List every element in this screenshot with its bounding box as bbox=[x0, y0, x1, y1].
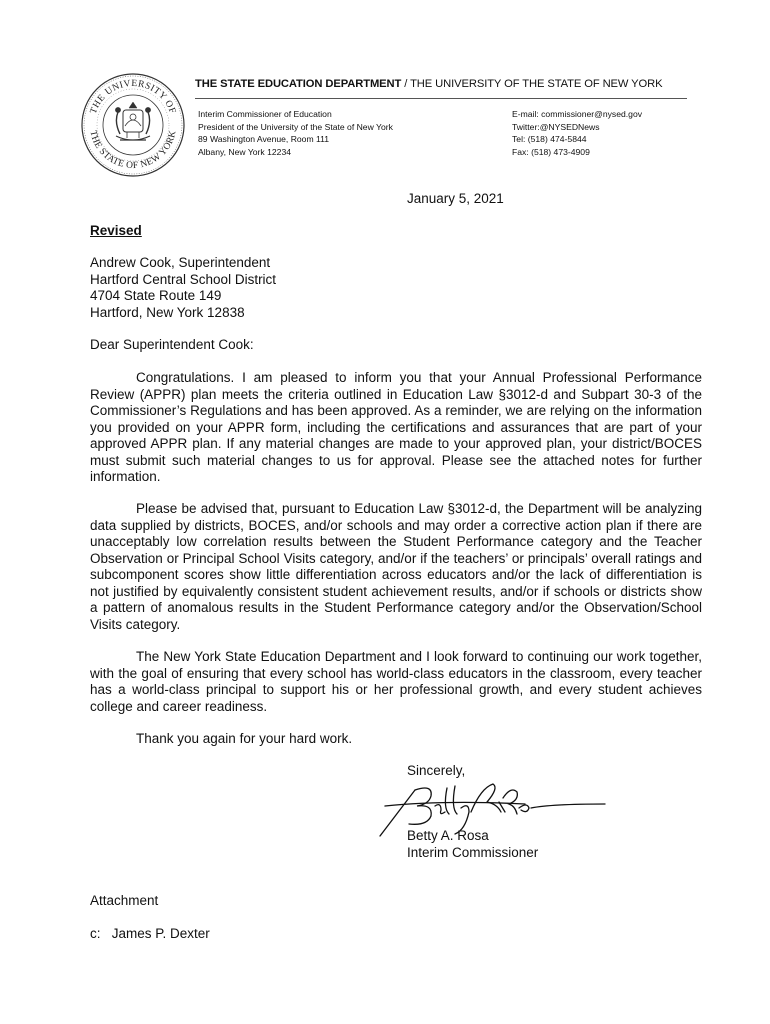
recipient-name: Andrew Cook, Superintendent bbox=[90, 255, 271, 270]
letterhead-title bbox=[195, 78, 662, 90]
president-title-line: President of the University of the State of New York bbox=[198, 121, 393, 132]
body-paragraph: The New York State Education Department and I look forward to continuing our work together, with the goal of ensuring that every school has world-class educators in the classroom, every teacher has a world-class principal to support his or her professional growth, and every student achieves college and career readiness. bbox=[90, 649, 702, 714]
revised-label: Revised bbox=[90, 223, 142, 238]
fax-line: Fax: (518) 473-4909 bbox=[512, 146, 590, 157]
street-address-line: 89 Washington Avenue, Room 111 bbox=[198, 134, 330, 144]
letterhead-left-block bbox=[198, 108, 393, 158]
thanks-line: Thank you again for your hard work. bbox=[136, 731, 353, 746]
email-line: E-mail: commissioner@nysed.gov bbox=[512, 109, 643, 119]
commissioner-title-line: Interim Commissioner of Education bbox=[198, 109, 332, 119]
signer-title: Interim Commissioner bbox=[407, 844, 539, 860]
recipient-district: Hartford Central School District bbox=[90, 271, 277, 287]
recipient-street: 4704 State Route 149 bbox=[90, 288, 222, 303]
salutation: Dear Superintendent Cook: bbox=[90, 337, 254, 352]
attachment-label: Attachment bbox=[90, 893, 159, 908]
twitter-line: Twitter:@NYSEDNews bbox=[512, 121, 600, 132]
letterhead-right-block bbox=[512, 108, 642, 158]
body-paragraph: Please be advised that, pursuant to Education Law §3012-d, the Department will be analyzing data supplied by districts, BOCES, and/or schools and may order a corrective action plan if there are unacceptably low correlation results between the Student Performance category and the Teacher Observation or Principal School Visits category, and/or if the teachers’ or principals’ overall ratings and subcomponent scores show little differentiation across educators and/or the lack of differentiation is not justified by equivalently consistent student achievement results, and/or if schools or districts show a pattern of anomalous results in the Student Performance category and/or the Observation/School Visits category. bbox=[90, 501, 702, 632]
state-seal bbox=[80, 72, 186, 178]
letterhead-rule bbox=[195, 98, 687, 99]
recipient-address bbox=[90, 255, 276, 321]
signer-block bbox=[407, 828, 538, 861]
recipient-city: Hartford, New York 12838 bbox=[90, 304, 245, 320]
coat-of-arms-icon bbox=[116, 102, 151, 140]
letter-date: January 5, 2021 bbox=[407, 191, 504, 206]
title-separator: / bbox=[401, 78, 411, 90]
seal-top-text: THE UNIVERSITY OF bbox=[88, 78, 178, 116]
seal-bottom-text: THE STATE OF NEW YORK bbox=[87, 129, 179, 172]
phone-line: Tel: (518) 474-5844 bbox=[512, 134, 587, 144]
department-name: THE STATE EDUCATION DEPARTMENT bbox=[195, 78, 402, 90]
university-name: THE UNIVERSITY OF THE STATE OF NEW YORK bbox=[410, 78, 663, 90]
closing: Sincerely, bbox=[407, 763, 466, 778]
cc-line: c: James P. Dexter bbox=[90, 926, 210, 941]
city-address-line: Albany, New York 12234 bbox=[198, 146, 292, 157]
body-paragraph: Congratulations. I am pleased to inform you that your Annual Professional Performance Review (APPR) plan meets the criteria outlined in Education Law §3012-d and Subpart 30-3 of the Commissioner’s Regulations and has been approved. As a reminder, we are relying on the information you provided on your APPR form, including the certifications and assurances that are part of your approved APPR plan. If any material changes are made to your approved plan, your district/BOCES must submit such material changes to us for approval. Please see the attached notes for further information. bbox=[90, 370, 702, 484]
signer-name: Betty A. Rosa bbox=[407, 828, 489, 843]
